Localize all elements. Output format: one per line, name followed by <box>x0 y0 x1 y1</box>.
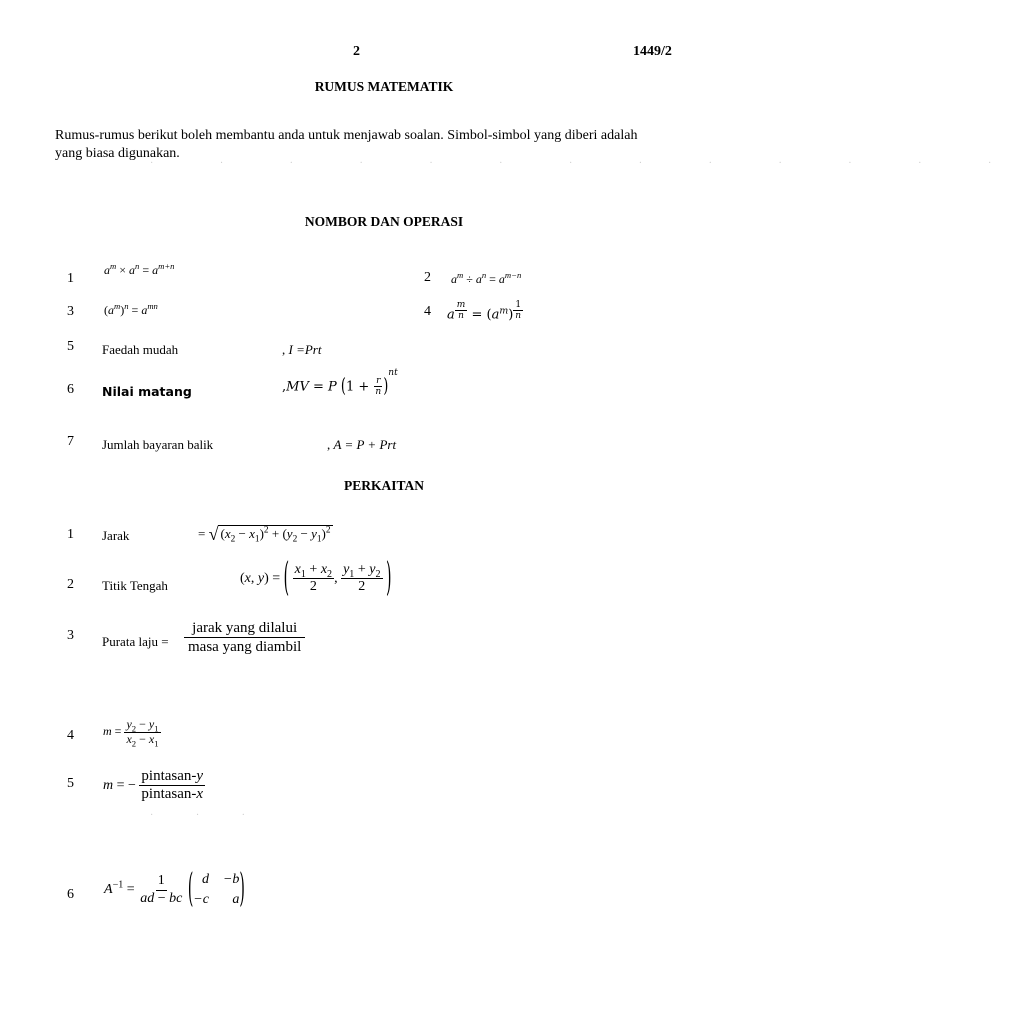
formula-total-repayment: A = P + Prt <box>333 437 397 452</box>
fraction-numerator-var: y <box>196 768 204 784</box>
item-number: 5 <box>67 776 74 791</box>
label-jarak: Jarak <box>102 528 130 543</box>
intro-line-1: Rumus-rumus berikut boleh membantu anda untuk menjawab soalan. Simbol-simbol yang diberi adalah <box>55 128 638 143</box>
formula-gradient-intercept: m = − $\frac{\text{pintasan-y}}{\text{pintasan-x}}$ <box>103 768 204 803</box>
item-number: 6 <box>67 382 74 397</box>
fraction-denominator: masa yang diambil <box>188 639 302 656</box>
formula-midpoint: (x, y) = ( $\frac{x_1 + x_2}{2}$ , $\frac{y_1 + y_2}{2}$ ) <box>240 556 392 601</box>
page-number: 2 <box>353 44 360 59</box>
label-titik-tengah: Titik Tengah <box>102 578 168 593</box>
page-title: RUMUS MATEMATIK <box>314 79 454 94</box>
label-purata-laju: Purata laju = <box>102 634 169 649</box>
label-jumlah-bayaran-balik: Jumlah bayaran balik <box>102 437 214 452</box>
item-number: 3 <box>67 304 74 319</box>
label-nilai-matang: Nilai matang <box>102 384 192 399</box>
formula-separator: , <box>282 342 289 357</box>
fraction-numerator: pintasan- <box>141 768 197 784</box>
item-number: 5 <box>67 339 74 354</box>
paper-code: 1449/2 <box>633 44 672 59</box>
item-number: 3 <box>67 628 74 643</box>
intro-line-2: yang biasa digunakan. <box>55 146 180 161</box>
item-number: 6 <box>67 887 74 902</box>
formula-index-power: $(a^m)^n = a^{mn}$ <box>104 301 158 317</box>
item-number: 7 <box>67 434 74 449</box>
formula-average-speed <box>184 620 305 657</box>
item-number: 2 <box>424 270 431 285</box>
section-heading-perkaitan: PERKAITAN <box>343 478 424 493</box>
formula-simple-interest: I =Prt <box>288 342 322 357</box>
item-number: 4 <box>424 304 431 319</box>
formula-maturity-value: ,MV = P (1 + $\frac{r}{n}$ )$^{nt}$ <box>282 368 398 399</box>
scan-artifact: · · · <box>150 810 265 821</box>
fraction-denominator-var: x <box>196 786 204 803</box>
label-faedah-mudah: Faedah mudah <box>102 342 179 357</box>
item-number: 4 <box>67 728 74 743</box>
formula-index-divide: $a^m \div a^n = a^{m-n}$ <box>451 270 522 286</box>
formula-gradient: m = $\frac{y_2 - y_1}{x_2 - x_1}$ <box>103 717 159 749</box>
item-number: 2 <box>67 577 74 592</box>
scan-artifact: · · · · · · · · · · · · · <box>150 158 1023 169</box>
item-number: 1 <box>67 271 74 286</box>
fraction-numerator: jarak yang dilalui <box>184 620 305 638</box>
formula-separator: , <box>282 379 287 395</box>
formula-separator: , <box>327 437 334 452</box>
formula-inverse-matrix: $A^{-1}$ = $\frac{1}{ad - bc}$ ( d −b −c a ) <box>104 867 245 913</box>
item-number: 1 <box>67 527 74 542</box>
fraction-denominator: pintasan- <box>141 786 197 803</box>
formula-distance: = √ $(x_2 - x_1)^2 + (y_2 - y_1)^2$ <box>198 524 331 545</box>
section-heading-nombor: NOMBOR DAN OPERASI <box>304 214 464 229</box>
formula-index-fraction: a $^{\frac{m}{n}}$ = $(a^m)$ $^{\frac{1}{n}}$ <box>447 300 522 323</box>
formula-index-multiply: $a^m \times a^n = a^{m+n}$ <box>104 261 175 277</box>
